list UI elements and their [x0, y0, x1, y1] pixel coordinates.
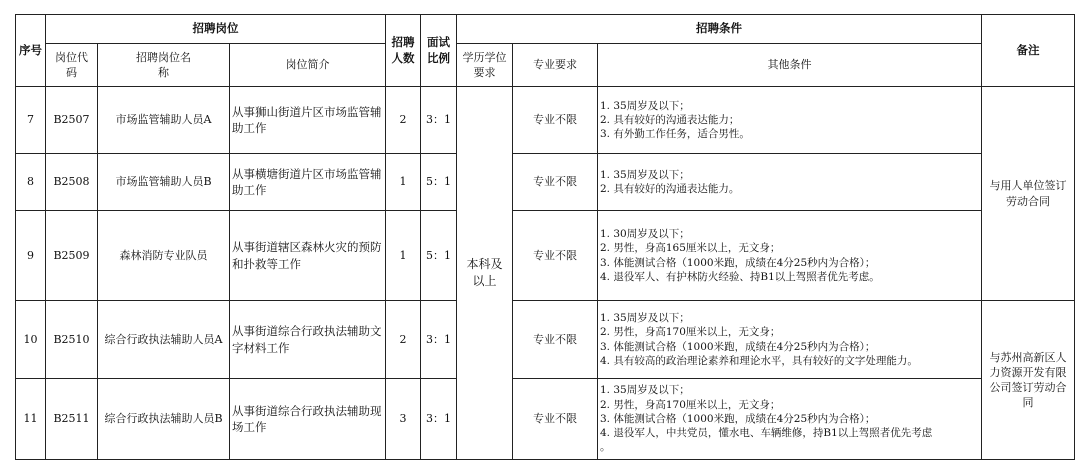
row-post-name: 森林消防专业队员 [98, 211, 230, 301]
header-remark: 备注 [982, 15, 1075, 87]
row-post-name: 综合行政执法辅助人员B [98, 379, 230, 460]
table-row [16, 211, 1075, 301]
header-seq: 序号 [16, 15, 46, 87]
table-row [16, 379, 1075, 460]
row-major: 专业不限 [513, 154, 598, 211]
header-recruit-post: 招聘岗位 [46, 15, 386, 44]
header-code: 岗位代码 [46, 44, 98, 87]
row-major: 专业不限 [513, 379, 598, 460]
row-code: B2507 [46, 87, 98, 154]
row-ratio: 3：1 [421, 301, 457, 379]
requirement-line: 2. 男性，身高170厘米以上，无文身； [600, 398, 781, 411]
header-ratio: 面试比例 [421, 15, 457, 87]
requirement-line: 4. 具有较高的政治理论素养和理论水平，具有较好的文字处理能力。 [600, 354, 918, 367]
requirement-line: 3. 有外勤工作任务，适合男性。 [600, 128, 750, 141]
requirement-line: 1. 35周岁及以下； [600, 311, 690, 324]
row-requirements [598, 87, 982, 154]
row-intro: 从事街道辖区森林火灾的预防和扑救等工作 [230, 211, 386, 301]
header-conditions: 招聘条件 [457, 15, 982, 44]
row-post-name: 市场监管辅助人员A [98, 87, 230, 154]
row-code: B2509 [46, 211, 98, 301]
row-requirements [598, 379, 982, 460]
row-major: 专业不限 [513, 87, 598, 154]
requirement-line: 2. 男性，身高165厘米以上，无文身； [600, 242, 781, 255]
requirement-line: 1. 35周岁及以下； [600, 168, 690, 181]
requirement-line: 3. 体能测试合格（1000米跑，成绩在4分25秒内为合格）； [600, 412, 876, 425]
row-requirements [598, 211, 982, 301]
row-ratio: 5：1 [421, 154, 457, 211]
requirement-line: 2. 男性，身高170厘米以上，无文身； [600, 326, 781, 339]
row-code: B2510 [46, 301, 98, 379]
row-post-name: 市场监管辅助人员B [98, 154, 230, 211]
education-cell: 本科及以上 [457, 87, 513, 460]
table-row [16, 154, 1075, 211]
row-count: 2 [386, 87, 421, 154]
requirement-line: 1. 35周岁及以下； [600, 384, 690, 397]
requirement-line: 4. 退役军人、有护林防火经验、持B1以上驾照者优先考虑。 [600, 270, 880, 283]
recruitment-table-wrapper [15, 14, 1075, 460]
requirement-line: 1. 35周岁及以下； [600, 99, 690, 112]
row-ratio: 5：1 [421, 211, 457, 301]
requirement-line: 4. 退役军人，中共党员，懂水电、车辆维修，持B1以上驾照者优先考虑 [600, 427, 933, 440]
row-code: B2508 [46, 154, 98, 211]
row-seq: 8 [16, 154, 46, 211]
header-intro: 岗位简介 [230, 44, 386, 87]
row-intro: 从事横塘街道片区市场监管辅助工作 [230, 154, 386, 211]
remark-group-2: 与苏州高新区人力资源开发有限公司签订劳动合同 [982, 301, 1075, 460]
row-count: 1 [386, 211, 421, 301]
header-row-2 [16, 44, 1075, 87]
requirement-line: 。 [600, 441, 611, 454]
row-requirements [598, 301, 982, 379]
row-intro: 从事狮山街道片区市场监管辅助工作 [230, 87, 386, 154]
row-count: 2 [386, 301, 421, 379]
row-count: 3 [386, 379, 421, 460]
requirement-line: 1. 30周岁及以下； [600, 227, 690, 240]
row-post-name: 综合行政执法辅助人员A [98, 301, 230, 379]
row-seq: 10 [16, 301, 46, 379]
remark-group-1: 与用人单位签订劳动合同 [982, 87, 1075, 301]
row-intro: 从事街道综合行政执法辅助文字材料工作 [230, 301, 386, 379]
row-ratio: 3：1 [421, 87, 457, 154]
requirement-line: 3. 体能测试合格（1000米跑，成绩在4分25秒内为合格）； [600, 256, 876, 269]
requirement-line: 2. 具有较好的沟通表达能力。 [600, 183, 740, 195]
row-requirements [598, 154, 982, 211]
header-education: 学历学位要求 [457, 44, 513, 87]
row-ratio: 3：1 [421, 379, 457, 460]
row-count: 1 [386, 154, 421, 211]
recruitment-table [15, 14, 1075, 460]
requirement-line: 3. 体能测试合格（1000米跑，成绩在4分25秒内为合格）； [600, 340, 876, 353]
requirement-line: 2. 具有较好的沟通表达能力； [600, 113, 740, 126]
row-code: B2511 [46, 379, 98, 460]
row-seq: 11 [16, 379, 46, 460]
header-count: 招聘人数 [386, 15, 421, 87]
row-intro: 从事街道综合行政执法辅助现场工作 [230, 379, 386, 460]
header-other: 其他条件 [598, 44, 982, 87]
header-row-1 [16, 15, 1075, 44]
row-seq: 9 [16, 211, 46, 301]
table-row [16, 301, 1075, 379]
table-row [16, 87, 1075, 154]
header-name: 招聘岗位名称 [98, 44, 230, 87]
row-seq: 7 [16, 87, 46, 154]
header-major: 专业要求 [513, 44, 598, 87]
row-major: 专业不限 [513, 301, 598, 379]
row-major: 专业不限 [513, 211, 598, 301]
